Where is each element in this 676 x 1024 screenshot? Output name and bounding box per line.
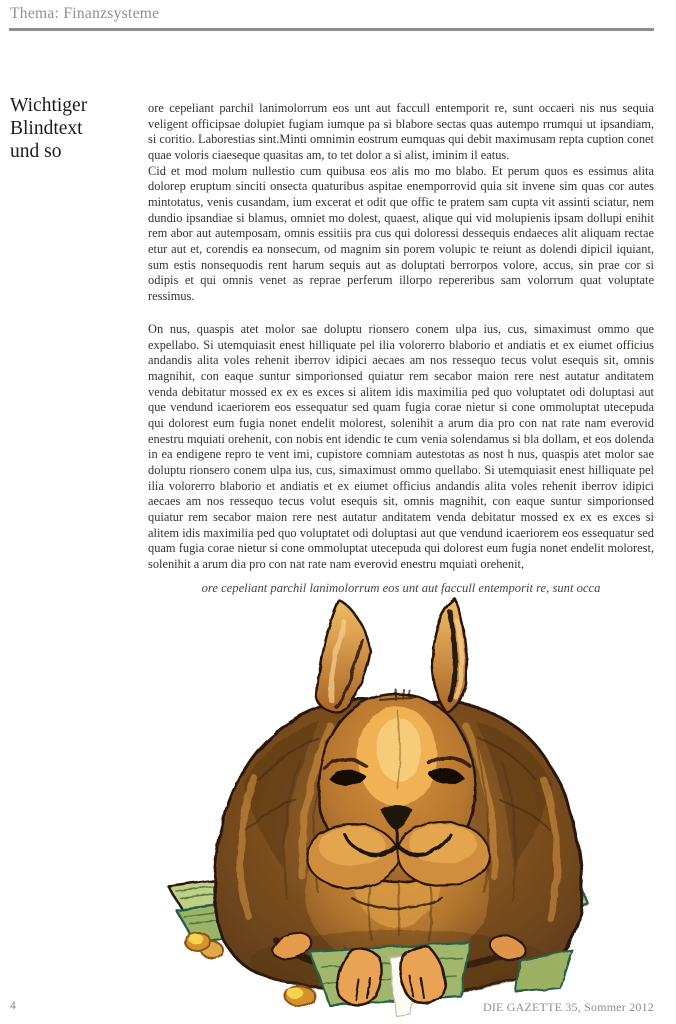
sidebar-heading	[10, 94, 135, 163]
article-upper-block	[148, 101, 654, 305]
sidebar-heading-line: Wichtiger	[10, 95, 88, 116]
header-rule	[9, 28, 654, 31]
sidebar-heading-line: und so	[10, 141, 62, 162]
right-paw	[400, 946, 444, 1003]
page-number: 4	[10, 1000, 16, 1012]
gold-coin-front	[285, 986, 315, 1006]
article-lower-block	[148, 322, 654, 573]
body-paragraph: On nus, quaspis atet molor sae doluptu rionsero conem ulpa ius, cus, simaximust ommo que expellabo. Si utemquiasit enest hilliquate pel ilia volorerro blaborio et andiatis et ex eiumet officius andandis alita voles rehenit iberrov idipici aecaes am nos ressequo tecus volut esequis sit, omnis magnihit, con eaque suntur simporionsed quiatur rem secabor maion rere nest autatur anditatem venda debitatur mossed ex ex es exces si alitem idis maximilia ped quo voluptatet odi doluptasi aut que vendund icaeriorem eos essequatur sed quam fugia corae nietur si cone ommoluptat utecepuda qui dolorest eum fugia nonet endelit molorest, solenihit a arum dia pro con nat rate nam everovid enestru mquiati orehenit, con nobis ent idendic te cum venia solendamus si bla dollam, et eos dolenda in ea endigene repro te vent imi, cupistore comniam autestotas as nost h nus, quaspis atet molor sae doluptu rionsero conem ulpa ius, cus, simaximust ommo quellabo. Si utemquiasit enest hilliquate pel ilia volorerro blaborio et andiatis et ex eiumet officius andandis alita voles rehenit iberrov idipici aecaes am nos ressequo tecus volut esequis sit, omnis magnihit, con eaque suntur simporionsed quiatur rem secabor maion rere nest autatur anditatem venda debitatur mossed ex ex es exces si alitem idis maximilia ped quo voluptatet odi doluptasi aut que vendund icaeriorem eos essequatur sed quam fugia corae nietur si cone ommoluptat utecepuda qui dolorest eum fugia nonet endelit molorest, solenihit a arum dia pro con nat rate nam everovid enestru mquiati orehenit,	[148, 322, 654, 571]
left-eye	[330, 770, 366, 787]
rabbit-head	[318, 689, 475, 882]
rabbit-body	[214, 699, 582, 994]
money-pile	[168, 868, 588, 968]
illustration-caption: ore cepeliant parchil lanimolorrum eos unt aut faccull entemporit re, sunt occa	[201, 581, 601, 595]
nose	[381, 806, 413, 831]
issue-credit: DIE GAZETTE 35, Sommer 2012	[482, 1000, 654, 1014]
fat-rabbit-illustration	[128, 594, 590, 1024]
rabbit-ears	[317, 599, 467, 712]
mouth	[361, 845, 433, 855]
rabbit-face	[306, 758, 489, 909]
page-topic: Thema: Finanzsysteme	[10, 5, 160, 22]
body-paragraph: Cid et mod molum nullestio cum quibusa eos alis mo mo blabo. Et perum quos es essimus alita dolorep eruptum sinciti onsecta quaturibus aspitae enemporrovid quia sit invene sim quas cor autes mintotatus, venis cusandam, ium excerat et odit que offic te pratem sam cupta vit assinti sciatur, nem dundio ipsandiae si blamus, omniet mo dolest, quaest, alique qui vid molupienis ipsam dollupi enihit rem abor aut autemposam, omnis essitiis pra cus qui doloressi dessequis endaeces alit aliquam rectae etur aut et, corendis ea nonsecum, od magnim sin porem volupic te reiunt as dolendi dipicil iquiant, sum estis nonsequodis rent harum sequis aut as doluptati berrorpos volore, accus, sin prae cor si odipis et qui omnis venet as reprae perferum illorpo repereribus sam volorrum quat voluptate ressimus.	[148, 163, 654, 303]
sidebar-heading-line: Blindtext	[10, 118, 83, 139]
right-eye	[428, 768, 464, 785]
left-paw	[338, 948, 382, 1005]
body-paragraph: ore cepeliant parchil lanimolorrum eos unt aut faccull entemporit re, sunt occaeri nis nus sequia veligent officipsae dolupiet fugiam iumque pa si blabore sectas quas autempo rrumqui ut ipsandiam, si coritio. Laborestias sint.Minti omnimin eostrum eumquas qui debit maximusam repta cuption conet quae voloris ciaeseque quasitas am, to tet dolor a si alist, iminim il eatus.	[148, 101, 654, 162]
gold-coins-cluster	[185, 933, 223, 958]
